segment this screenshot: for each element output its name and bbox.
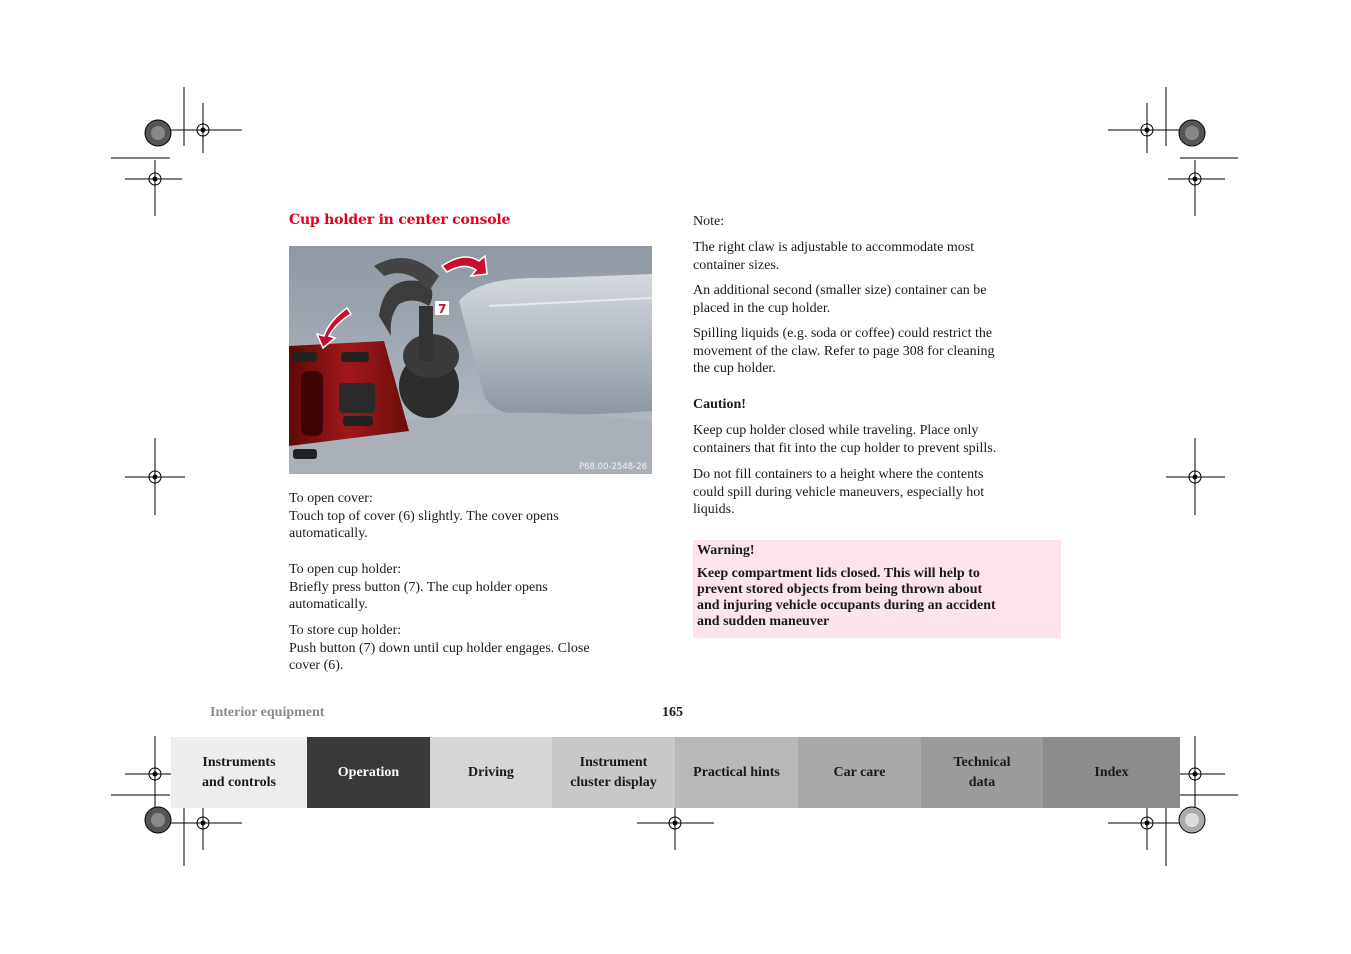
cup-holder-illustration (289, 246, 652, 474)
warning-box (693, 540, 1061, 638)
caution-paragraph: Do not fill containers to a height where the contents could spill during vehicle maneuvers, especially hot liquids. (693, 467, 985, 518)
figure-code: P68.00-2548-26 (579, 462, 648, 472)
tab-instruments-and-controls[interactable]: Instruments and controls (171, 737, 307, 808)
note-paragraph: The right claw is adjustable to accommodate most container sizes. (693, 240, 975, 273)
note-paragraph: An additional second (smaller size) container can be placed in the cup holder. (693, 283, 987, 316)
open-cover-instruction: To open cover: Touch top of cover (6) slightly. The cover opens automatically. (289, 491, 559, 542)
page-number: 165 (662, 705, 683, 720)
warning-text: Keep compartment lids closed. This will help to prevent stored objects from being thrown about and injuring vehicle occupants during an accident and sudden maneuver (697, 566, 996, 629)
caution-label: Caution! (693, 397, 746, 412)
tab-operation[interactable]: Operation (307, 737, 430, 808)
note-label: Note: (693, 214, 725, 229)
footer-section-name: Interior equipment (210, 705, 325, 720)
caution-paragraph: Keep cup holder closed while traveling. Place only containers that fit into the cup holder to prevent spills. (693, 423, 997, 456)
section-title: Cup holder in center console (289, 212, 511, 228)
store-cup-holder-instruction: To store cup holder: Push button (7) down until cup holder engages. Close cover (6). (289, 623, 590, 674)
chapter-nav (171, 737, 1180, 808)
tab-technical-data[interactable]: Technical data (921, 737, 1043, 808)
note-paragraph: Spilling liquids (e.g. soda or coffee) could restrict the movement of the claw. Refer to page 308 for cleaning the cup holder. (693, 326, 995, 377)
tab-index[interactable]: Index (1043, 737, 1180, 808)
warning-label: Warning! (697, 543, 755, 558)
callout-7: 7 (438, 302, 447, 316)
open-cup-holder-instruction: To open cup holder: Briefly press button (7). The cup holder opens automatically. (289, 562, 548, 613)
tab-car-care[interactable]: Car care (798, 737, 921, 808)
tab-practical-hints[interactable]: Practical hints (675, 737, 798, 808)
tab-instrument-cluster-display[interactable]: Instrument cluster display (552, 737, 675, 808)
tab-driving[interactable]: Driving (430, 737, 552, 808)
